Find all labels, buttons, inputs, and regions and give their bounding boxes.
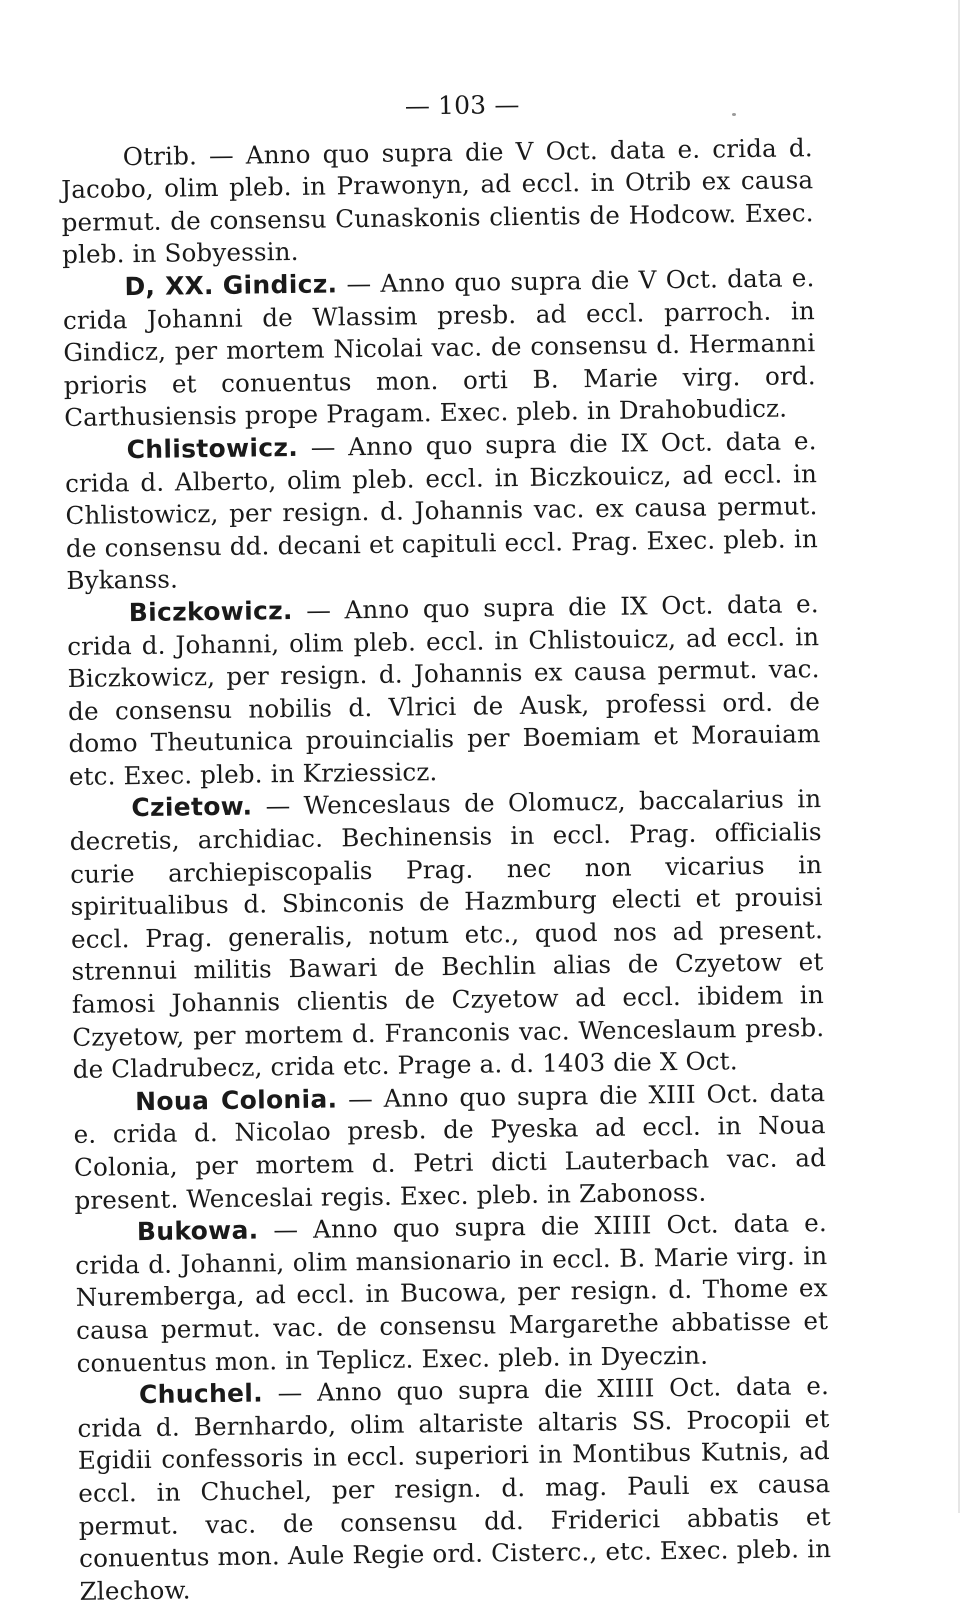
entry-noua-colonia xyxy=(73,1077,827,1217)
entry-heading: Chlistowicz. xyxy=(126,432,299,465)
document-page xyxy=(60,85,832,1608)
entry-heading: Czietow. xyxy=(131,792,253,823)
entry-biczkowicz xyxy=(67,588,821,793)
entry-prefix: D, XX. xyxy=(124,270,214,302)
entry-text: — Anno quo supra die XIIII Oct. data e. crida d. Johanni, olim mansionario in eccl. B. Marie virg. in Nuremberga, ad eccl. in Bucowa, per resign. d. Thome ex causa permut. vac. de consensu Margarethe abbatisse et conuentus mon. in Teplicz. Exec. pleb. in Dyeczin. xyxy=(75,1208,829,1378)
entry-czietow xyxy=(69,784,825,1087)
entry-chuchel xyxy=(77,1370,832,1608)
entry-heading: Gindicz. xyxy=(222,269,338,300)
entry-text: — Anno quo supra die XIII Oct. data e. crida d. Nicolao presb. de Pyeska ad eccl. in Noua Colonia, per mortem d. Petri dicti Lauterbach vac. ad present. Wenceslai regis. Exec. pleb. in Zabonoss. xyxy=(73,1077,827,1215)
entry-text: — Anno quo supra die IX Oct. data e. crida d. Johanni, olim pleb. eccl. in Chlistouicz, ad eccl. in Biczkowicz, per resign. d. Johannis ex causa permut. vac. de consensu nobilis d. Vlrici de Ausk, professi ord. de domo Theutunica prouincialis per Boemiam et Morauiam etc. Exec. pleb. in Krziessicz. xyxy=(67,589,821,791)
entry-text: — Anno quo supra die XIIII Oct. data e. crida d. Bernhardo, olim altariste altaris SS. Procopii et Egidii confessoris in eccl. superiori in Montibus Kutnis, ad eccl. in Chuchel, per resign. d. mag. Pauli ex causa permut. vac. de consensu dd. Friderici abbatis et conuentus mon. Aule Regie ord. Cisterc., etc. Exec. pleb. in Zlechow. xyxy=(77,1371,832,1606)
entry-heading: Biczkowicz. xyxy=(128,595,293,628)
entry-text: — Wenceslaus de Olomucz, baccalarius in decretis, archidiac. Bechinensis in eccl. Prag. officialis curie archiepiscopalis Prag. nec non vicarius in spiritualibus d. Sbinconis de Hazmburg electi et prouisi eccl. Prag. generalis, notum etc., quod nos ad present. strennui militis Bawari de Bechlin alias de Czyetow et famosi Johannis clientis de Czyetow ad eccl. ibidem in Czyetow, per mortem d. Franconis vac. Wenceslaum presb. de Cladrubecz, crida etc. Prage a. d. 1403 die X Oct. xyxy=(69,784,825,1085)
entry-otrib xyxy=(61,132,815,272)
entry-heading: Chuchel. xyxy=(138,1378,264,1410)
entry-text: Otrib. — Anno quo supra die V Oct. data e. crida d. Jacobo, olim pleb. in Prawonyn, ad eccl. in Otrib ex causa permut. de consensu Cunaskonis clientis de Hodcow. Exec. pleb. in Sobyessin. xyxy=(61,132,814,270)
entry-heading: Noua Colonia. xyxy=(134,1084,338,1116)
page-number: — 103 — xyxy=(404,89,520,121)
entry-gindicz xyxy=(62,262,816,435)
entry-heading: Bukowa. xyxy=(136,1215,259,1247)
entry-text: — Anno quo supra die IX Oct. data e. crida d. Alberto, olim pleb. eccl. in Biczkouicz, ad eccl. in Chlistowicz, per resign. d. Johannis vac. ex causa permut. de consensu dd. decani et capituli eccl. Prag. Exec. pleb. in Bykanss. xyxy=(64,426,819,596)
entry-chlistowicz xyxy=(64,425,818,598)
entry-bukowa xyxy=(75,1207,829,1380)
entry-text: — Anno quo supra die V Oct. data e. crida Johanni de Wlassim presb. ad eccl. parroch. in Gindicz, per mortem Nicolai vac. de consensu d. Hermanni prioris et conuentus mon. orti B. Marie virg. ord. Carthusiensis prope Pragam. Exec. pleb. in Drahobudicz. xyxy=(62,263,816,433)
